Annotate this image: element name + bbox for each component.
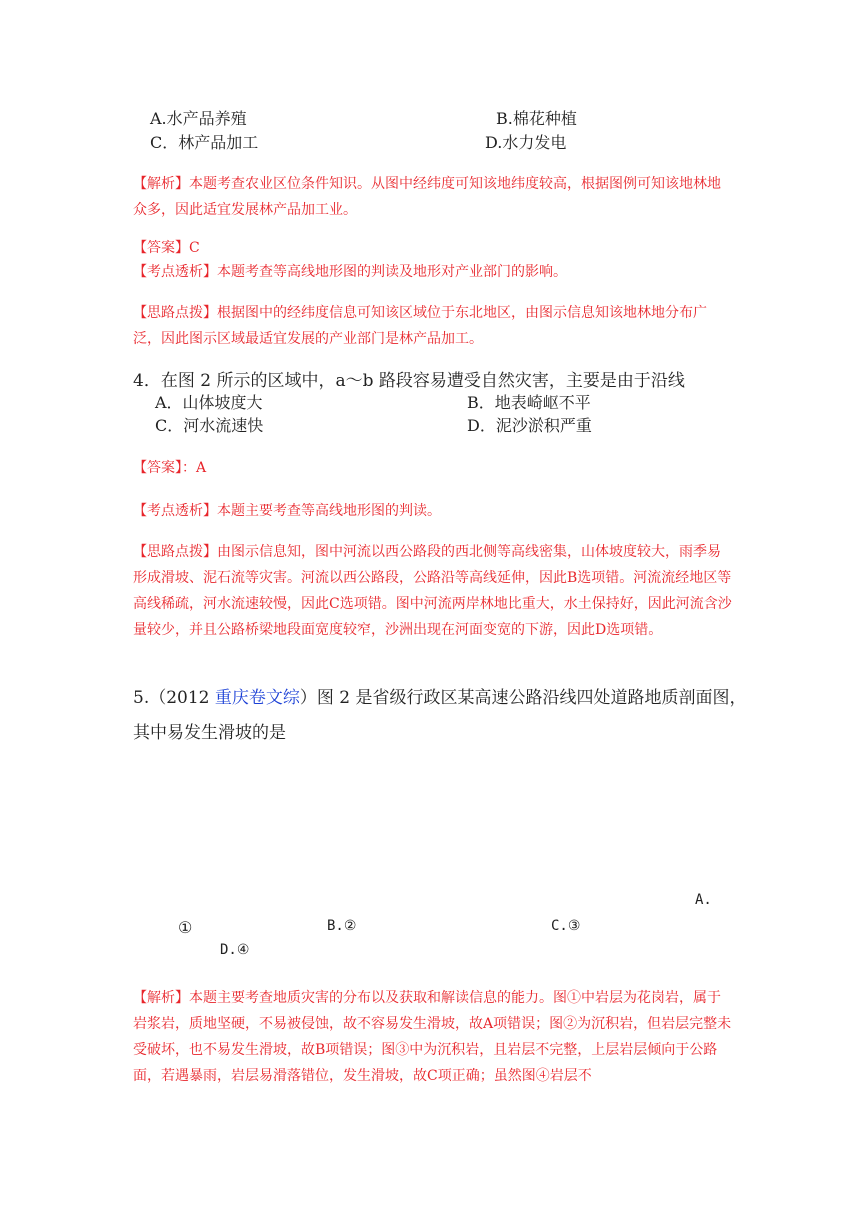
q4-option-d: D．泥沙淤积严重 [467, 416, 592, 435]
q3-hint: 【思路点拨】根据图中的经纬度信息可知该区域位于东北地区，由图示信息知该地林地分布广泛，因此图示区域最适宜发展的产业部门是林产品加工。 [133, 305, 707, 347]
q4-key-point: 【考点透析】本题主要考查等高线地形图的判读。 [133, 503, 441, 519]
q4-option-c: C．河水流速快 [155, 416, 264, 435]
q4-answer: 【答案】：A [133, 460, 207, 476]
q5-option-d: D.④ [220, 942, 250, 958]
q3-option-b: B.棉花种植 [496, 109, 577, 128]
q3-option-c: C．林产品加工 [150, 133, 259, 152]
q5-source-link[interactable]: 重庆卷文综 [214, 688, 300, 708]
q5-stem-suffix: ）图 2 是省级行政区某高速公路沿线四处道路地质剖面图， [299, 688, 747, 708]
q3-key-point: 【考点透析】本题考查等高线地形图的判读及地形对产业部门的影响。 [133, 264, 567, 280]
q5-analysis: 【解析】本题主要考查地质灾害的分布以及获取和解读信息的能力。图①中岩层为花岗岩，属于岩浆岩，质地坚硬，不易被侵蚀，故不容易发生滑坡，故A项错误；图②为沉积岩，但岩层完整未受破坏，也不易发生滑坡，故B项错误；图③中为沉积岩，且岩层不完整，上层岩层倾向于公路面，若遇暴雨，岩层易滑落错位，发生滑坡，故C项正确；虽然图④岩层不 [133, 990, 732, 1084]
q4-stem: 4．在图 2 所示的区域中，a～b 路段容易遭受自然灾害，主要是由于沿线 [133, 371, 685, 391]
q3-option-d: D.水力发电 [485, 133, 567, 152]
q5-stem-line2: 其中易发生滑坡的是 [133, 723, 286, 743]
q4-option-b: B．地表崎岖不平 [467, 393, 591, 412]
q5-stem-prefix: 5.（2012 [133, 688, 215, 708]
q4-option-a: A．山体坡度大 [155, 393, 263, 412]
q3-analysis: 【解析】本题考查农业区位条件知识。从图中经纬度可知该地纬度较高，根据图例可知该地林地众多，因此适宜发展林产品加工业。 [133, 176, 721, 218]
q5-option-b: B.② [327, 918, 357, 934]
q5-option-a-mark: ① [178, 918, 193, 937]
q4-hint: 【思路点拨】由图示信息知，图中河流以西公路段的西北侧等高线密集，山体坡度较大，雨季易形成滑坡、泥石流等灾害。河流以西公路段，公路沿等高线延伸，因此B选项错。河流流经地区等高线稀疏，河水流速较慢，因此C选项错。图中河流两岸林地比重大，水土保持好，因此河流含沙量较少，并且公路桥梁地段面宽度较窄，沙洲出现在河面变宽的下游，因此D选项错。 [133, 544, 732, 638]
q5-stem [133, 683, 747, 708]
q3-answer: 【答案】C [133, 240, 200, 256]
q5-option-a-letter: A. [695, 892, 712, 908]
q5-option-c: C.③ [551, 918, 581, 934]
q3-option-a: A.水产品养殖 [150, 109, 247, 128]
